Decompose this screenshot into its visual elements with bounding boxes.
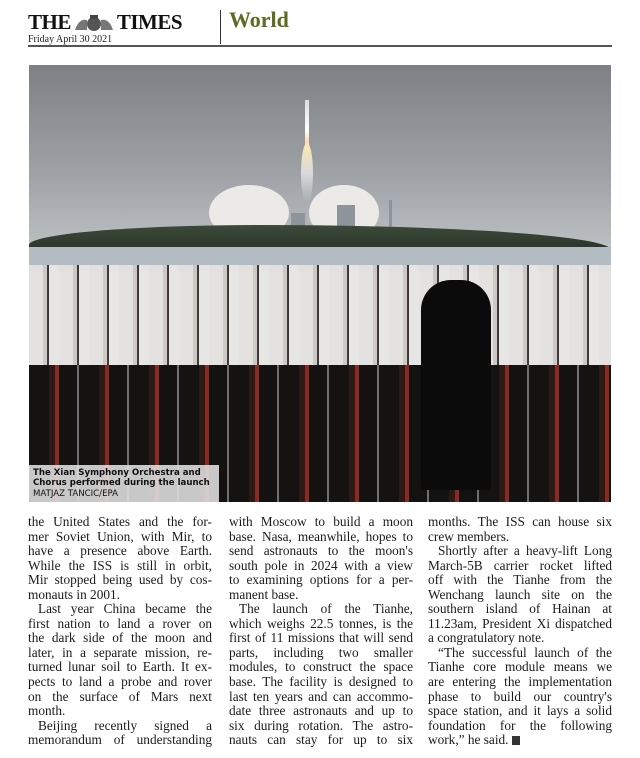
article-line [229, 544, 413, 559]
logo-times: TIMES [116, 10, 183, 34]
article-text-line: monauts in 2001. [28, 586, 120, 602]
article-text-line: six during rotation. The astro- [229, 717, 413, 733]
article-line [28, 675, 212, 690]
article-column-3 [428, 515, 612, 748]
article-line [28, 690, 212, 705]
article-line [229, 675, 413, 690]
issue-date: Friday April 30 2021 [28, 34, 113, 45]
article-line [428, 646, 612, 661]
article-text-line: Beijing recently signed a [38, 717, 212, 733]
article-line [428, 602, 612, 617]
article-text-line: first nation to land a rover on [28, 615, 212, 631]
article-text-line: to examining options for a per- [229, 572, 413, 588]
logo-the: THE [28, 10, 71, 34]
article-text-line: “The successful launch of the [438, 644, 612, 660]
choir [29, 265, 611, 375]
article-text-line: turned lunar soil to Earth. It ex- [28, 659, 212, 675]
article-line [428, 675, 612, 690]
article-text-line: on the surface of Mars next [28, 688, 212, 704]
article-text-line: While the ISS is still in orbit, [28, 557, 212, 573]
rocket-exhaust [301, 143, 313, 203]
article-line [229, 690, 413, 705]
article-line [28, 660, 212, 675]
article-line [229, 515, 413, 530]
article-text-line: Mir stopped being used by cos- [28, 572, 212, 588]
article-text-line: manent base. [229, 586, 299, 602]
article-text-line: mer Soviet Union, with Mir, to [28, 528, 212, 544]
article-line [28, 530, 212, 545]
article-text-line: south pole in 2024 with a view [229, 557, 413, 573]
article-text-line: send astronauts to the moon's [229, 543, 413, 559]
article-line [428, 704, 612, 719]
article-text-line: Last year China became the [38, 601, 212, 617]
royal-crest-icon [73, 14, 115, 32]
article-text-line: the dark side of the moon and [28, 630, 212, 646]
article-line [428, 573, 612, 588]
article-column-1 [28, 515, 212, 748]
article-column-2 [229, 515, 413, 748]
article-line [428, 617, 612, 632]
article-line [428, 559, 612, 574]
article-line [229, 559, 413, 574]
article-text-line: a congratulatory note. [428, 630, 545, 646]
article-line [229, 530, 413, 545]
article-text-line: Shortly after a heavy-lift Long [438, 543, 612, 559]
article-line [28, 704, 212, 719]
article-line [428, 733, 612, 748]
divider [220, 10, 221, 44]
photo-caption [29, 465, 219, 503]
article-text-line: space station, and it lays a solid [428, 703, 612, 719]
section-title: World [229, 7, 289, 32]
article-text-line: memorandum of understanding [28, 732, 212, 748]
article-text-line: pects to land a probe and rover [28, 674, 212, 690]
article-line [28, 588, 212, 603]
article-line [428, 719, 612, 734]
end-of-article-icon [512, 736, 520, 745]
article-line [28, 719, 212, 734]
article-text-line: last ten years and can accommo- [229, 688, 413, 704]
article-text-line: month. [28, 703, 66, 719]
conductor [421, 280, 491, 490]
article-text-line: 11.23am, President Xi dispatched [428, 615, 612, 631]
article-line [229, 646, 413, 661]
article-text-line: are entering the implementation [428, 674, 612, 690]
article-text-line: have a presence above Earth. [28, 543, 212, 559]
article-line [428, 690, 612, 705]
article-text-line: crew members. [428, 528, 510, 544]
article-line [428, 660, 612, 675]
article-line [28, 573, 212, 588]
article-text-line: first of 11 missions that will send [229, 630, 413, 646]
article-line [229, 733, 413, 748]
article-text-line: later, in a separate mission, re- [28, 644, 212, 660]
caption-text: The Xian Symphony Orchestra and Chorus performed during the launch [33, 467, 210, 488]
article-text-line: modules, to construct the space [229, 659, 413, 675]
article-line [229, 573, 413, 588]
article-text-line: date three astronauts and up to [229, 703, 413, 719]
article-text-line: southern island of Hainan at [428, 601, 612, 617]
article-line [28, 602, 212, 617]
header-rule [28, 45, 612, 47]
article-line [229, 602, 413, 617]
article-line [229, 617, 413, 632]
article-line [229, 588, 413, 603]
article-text-line: work,” he said. [428, 732, 509, 748]
article-text-line: off with the Tianhe from the [428, 572, 612, 588]
article-line [428, 544, 612, 559]
article-text-line: with Moscow to build a moon [229, 514, 413, 529]
article-line [428, 588, 612, 603]
article-line [428, 530, 612, 545]
article-text-line: base. Nasa, meanwhile, hopes to [229, 528, 413, 544]
article-text-line: foundation for the following [428, 717, 612, 733]
article-text-line: parts, including two smaller [229, 644, 413, 660]
article-text-line: Tianhe core module means we [428, 659, 612, 675]
article-line [28, 631, 212, 646]
article-text-line: which weighs 22.5 tonnes, is the [229, 615, 413, 631]
article-text-line: The launch of the Tianhe, [239, 601, 413, 617]
article-text-line: Wenchang launch site on the [428, 586, 612, 602]
article-line [28, 646, 212, 661]
article-line [428, 515, 612, 530]
article-line [428, 631, 612, 646]
article-line [229, 704, 413, 719]
times-logo[interactable] [28, 10, 182, 35]
article-text-line: March-5B carrier rocket lifted [428, 557, 612, 573]
article-text-line: phase to build our country's [428, 688, 612, 704]
article-photo [29, 65, 611, 502]
article-line [28, 515, 212, 530]
article-text-line: base. The facility is designed to [229, 674, 413, 690]
article-line [28, 544, 212, 559]
article-line [28, 617, 212, 632]
article-line [229, 631, 413, 646]
article-line [28, 559, 212, 574]
article-text-line: months. The ISS can house six [428, 514, 612, 529]
article-line [28, 733, 212, 748]
article-line [229, 719, 413, 734]
photo-credit: MATJAZ TANCIC/EPA [33, 488, 119, 499]
article-text-line: the United States and the for- [28, 514, 212, 529]
article-line [229, 660, 413, 675]
article-text-line: nauts can stay for up to six [229, 732, 413, 748]
